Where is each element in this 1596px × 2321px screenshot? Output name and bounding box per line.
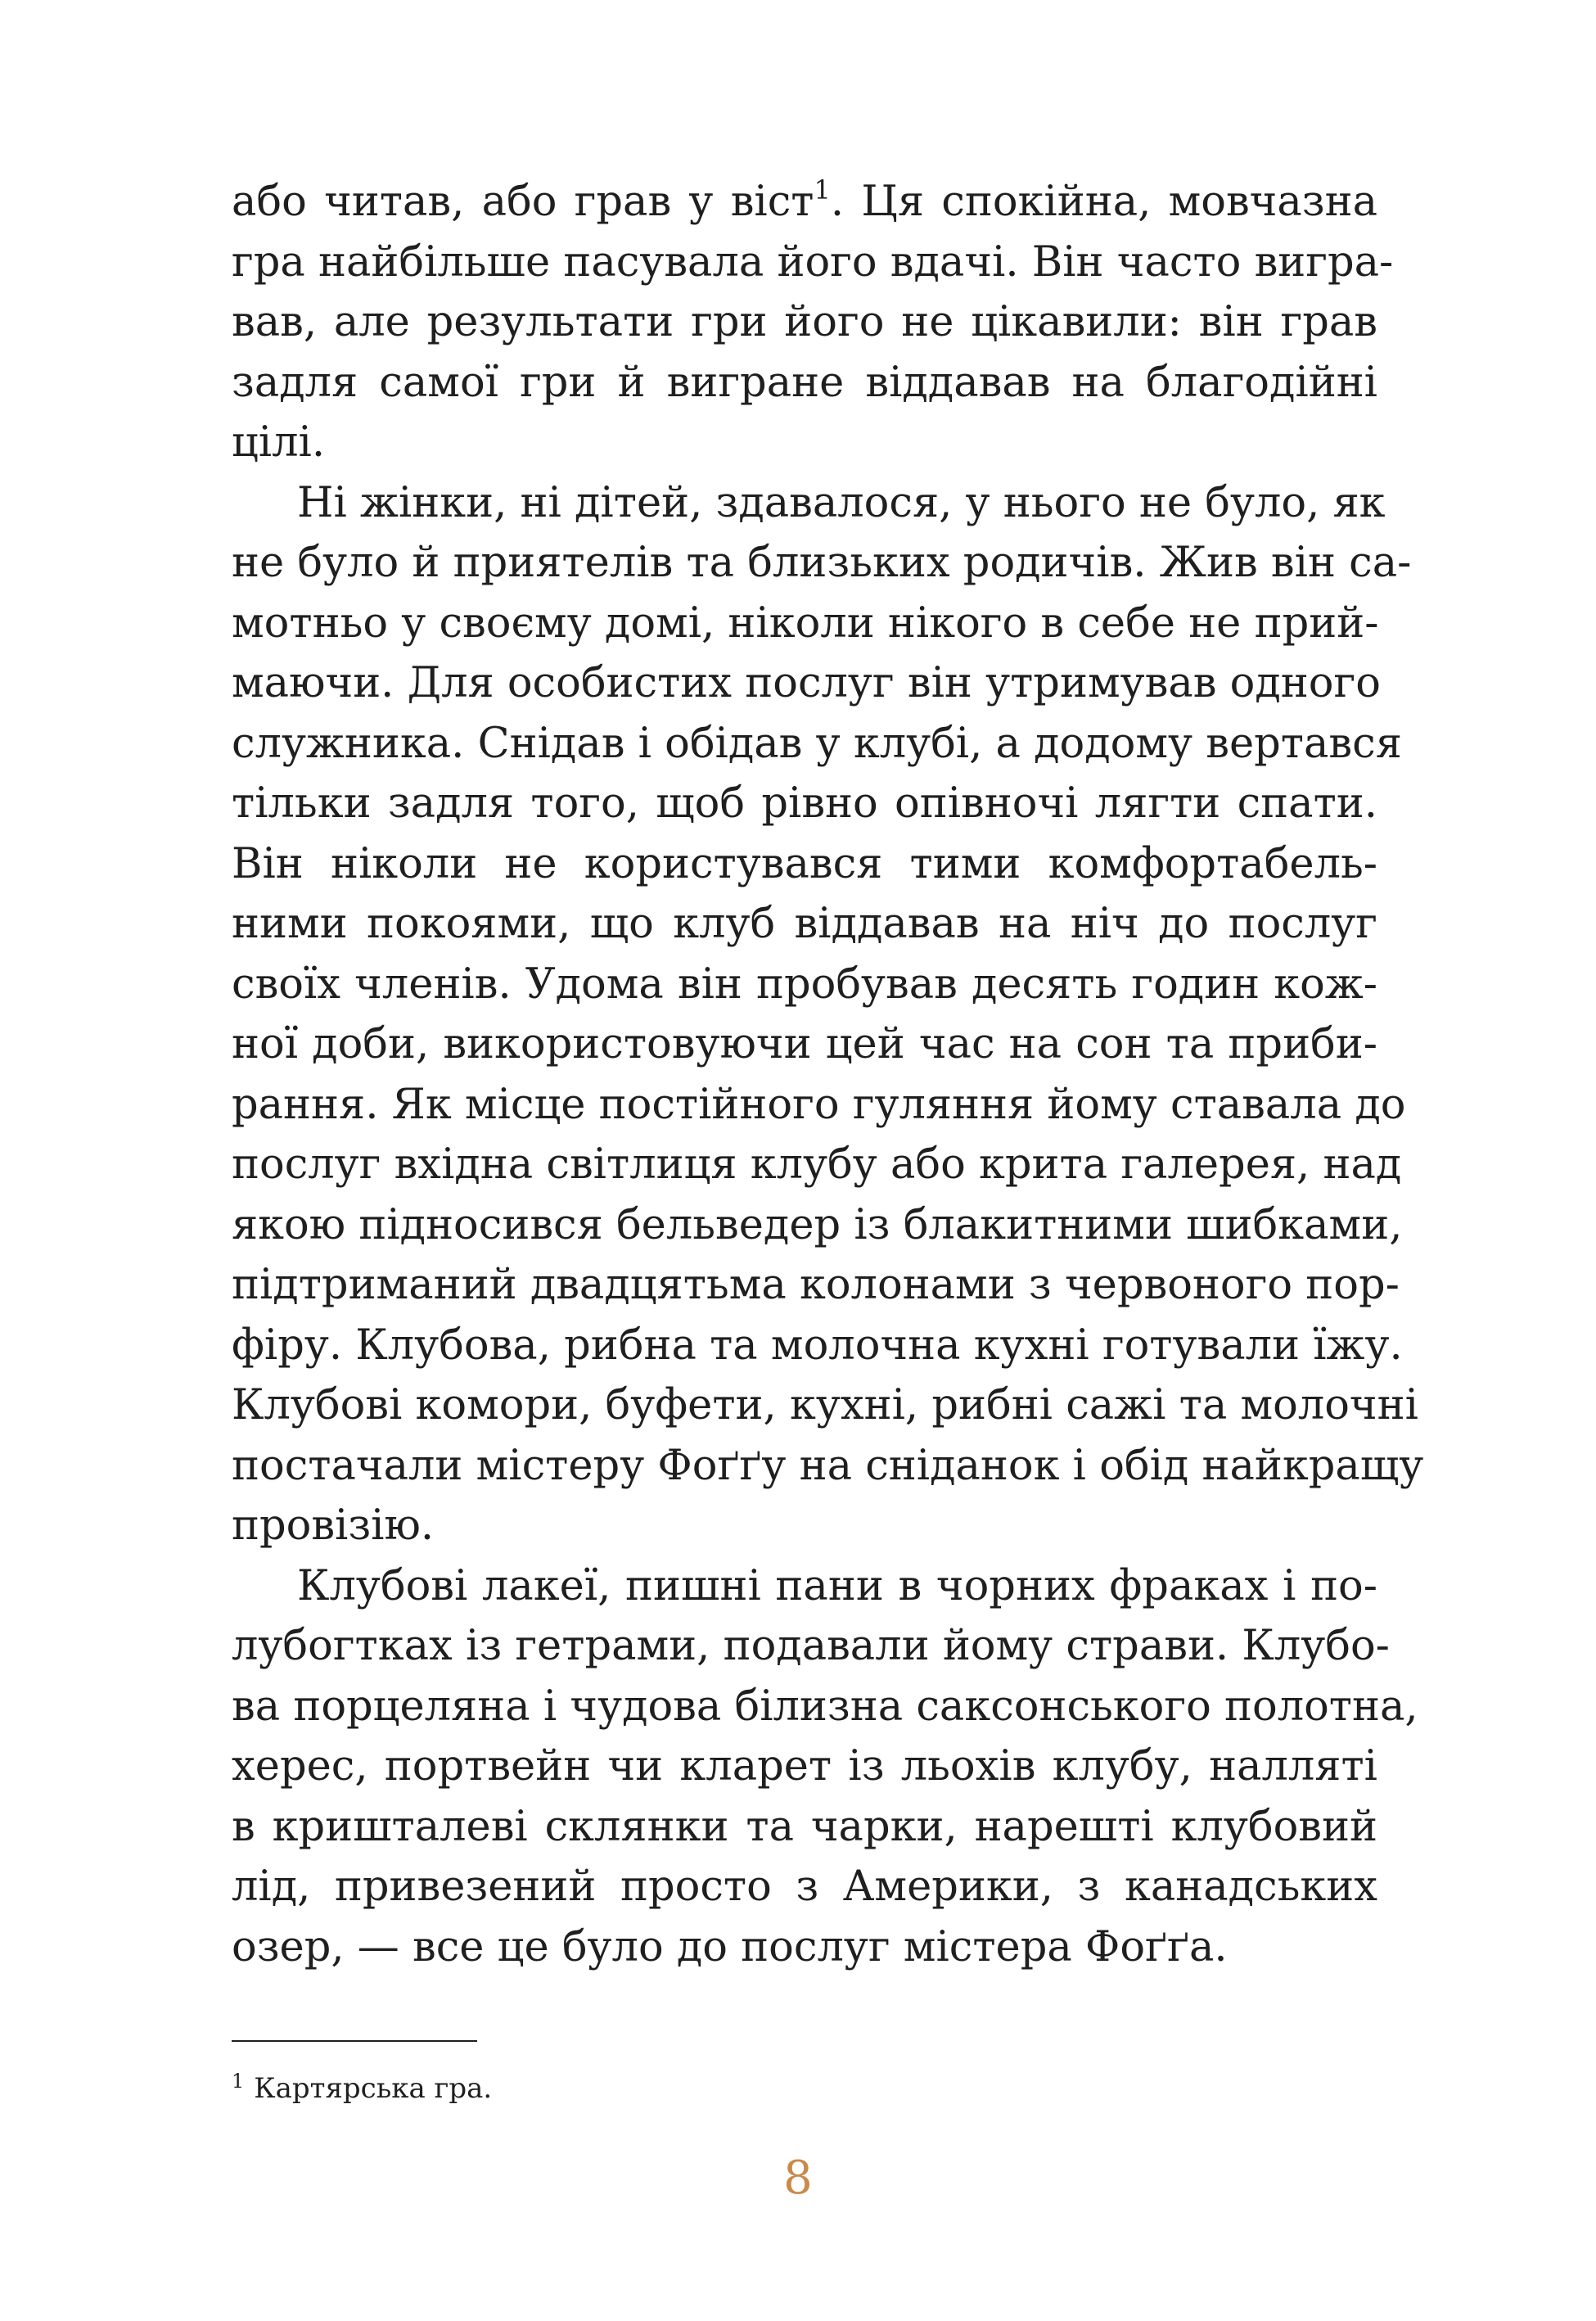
footnote-divider: [232, 2040, 477, 2042]
text-line: Клубові комори, буфети, кухні, рибні сажі та молочні: [232, 1381, 1418, 1429]
text-line: тільки задля того, щоб рівно опівночі лягти спати.: [232, 779, 1377, 828]
text-line: Він ніколи не користувався тими комфортабель-: [232, 839, 1377, 888]
footnote-text: Картярська гра.: [254, 2072, 493, 2105]
text-line: Клубові лакеї, пишні пани в чорних фраках і по-: [297, 1561, 1377, 1610]
text-line: провізію.: [232, 1501, 435, 1550]
footnote-number: 1: [232, 2070, 245, 2093]
text-line: рання. Як місце постійного гуляння йому ставала до: [232, 1080, 1406, 1129]
text-line: лід, привезений просто з Америки, з канадських: [232, 1863, 1377, 1911]
page-number: 8: [783, 2152, 813, 2205]
text-line: ної доби, використовуючи цей час на сон та приби-: [232, 1020, 1377, 1068]
text-line: в кришталеві склянки та чарки, нарешті клубовий: [232, 1802, 1377, 1851]
text-line: озер, — все це було до послуг містера Фоґґа.: [232, 1922, 1228, 1971]
text-line: фіру. Клубова, рибна та молочна кухні готували їжу.: [232, 1321, 1403, 1370]
text-line: якою підносився бельведер із блакитними шибками,: [232, 1200, 1403, 1249]
text-line: херес, портвейн чи кларет із льохів клубу, налляті: [232, 1742, 1377, 1790]
text-line: вав, але результати гри його не цікавили: він грав: [232, 298, 1377, 346]
text-line: постачали містеру Фоґґу на сніданок і обід найкращу: [232, 1441, 1424, 1490]
text-line: ними покоями, що клуб віддавав на ніч до послуг: [232, 900, 1377, 948]
text-line: послуг вхідна світлиця клубу або крита галерея, над: [232, 1140, 1402, 1189]
text-line: Ні жінки, ні дітей, здавалося, у нього не було, як: [297, 478, 1386, 527]
text-line: задля самої гри й вигране віддавав на благодійні: [232, 358, 1377, 407]
text-line: маючи. Для особистих послуг він утримував одного: [232, 659, 1381, 707]
text-line: гра найбільше пасувала його вдачі. Він часто вигра-: [232, 237, 1394, 287]
text-line: лубогтках із гетрами, подавали йому страви. Клубо-: [232, 1622, 1390, 1670]
footnote: [232, 2063, 492, 2107]
text-line: підтриманий двадцятьма колонами з червоного пор-: [232, 1261, 1400, 1309]
text-line: служника. Снідав і обідав у клубі, а додому вертався: [232, 719, 1402, 768]
text-line: мотньо у своєму домі, ніколи нікого в себе не прий-: [232, 598, 1379, 648]
text-line: або читав, або грав у віст$^1$. Ця спокійна, мовчазна: [232, 174, 1378, 226]
text-line: своїх членів. Удома він пробував десять годин кож-: [232, 960, 1377, 1009]
text-line: цілі.: [232, 418, 326, 467]
text-line: не було й приятелів та близьких родичів. Жив він са-: [232, 539, 1412, 587]
footnote-reference[interactable]: 1: [814, 174, 831, 205]
body-text: [232, 172, 1424, 1977]
text-line: ва порцеляна і чудова білизна саксонського полотна,: [232, 1682, 1418, 1731]
